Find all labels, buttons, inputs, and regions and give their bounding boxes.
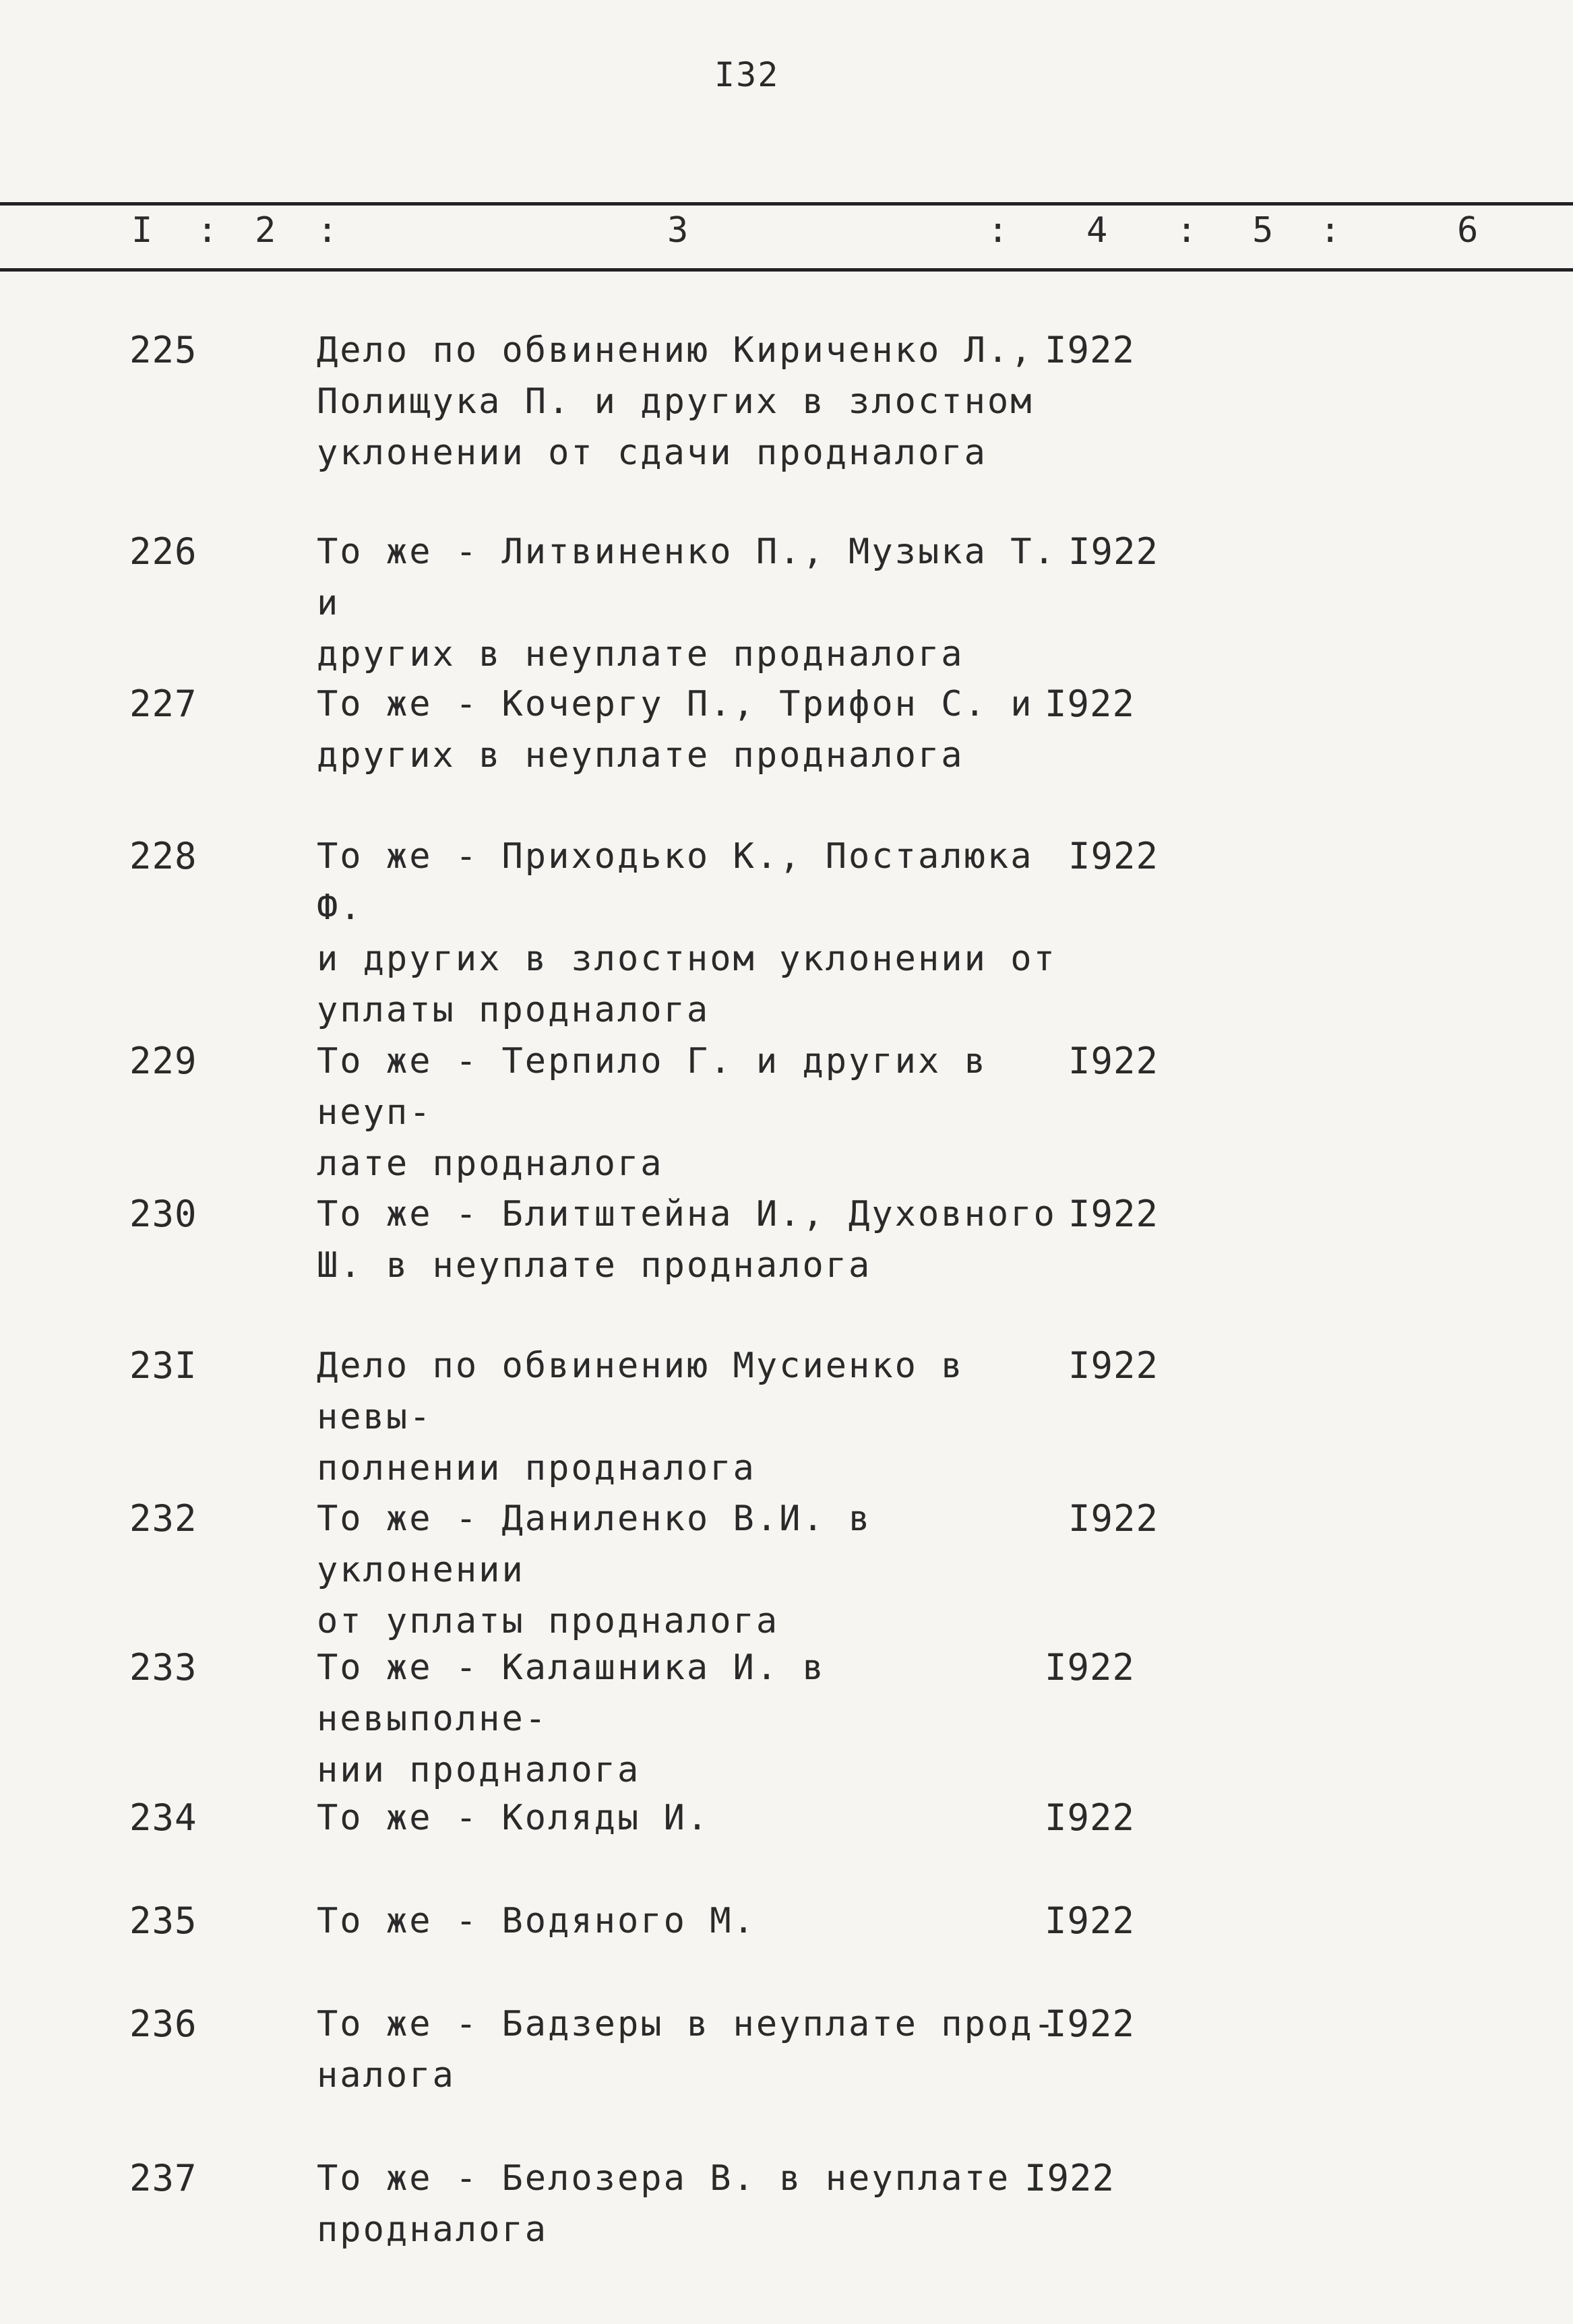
header-separator: :: [197, 210, 218, 251]
row-number: 233: [129, 1646, 197, 1689]
header-col-1: I: [131, 210, 153, 251]
row-year: I922: [1045, 683, 1136, 725]
row-number: 228: [129, 835, 197, 877]
row-description: То же - Даниленко В.И. в уклонении от уплаты продналога: [317, 1499, 872, 1641]
row-number: 225: [129, 329, 197, 371]
page-number: I32: [714, 55, 780, 94]
row-year: I922: [1068, 1344, 1159, 1387]
row-description: То же - Терпило Г. и других в неуп- лате продналога: [317, 1041, 987, 1184]
row-description: Дело по обвинению Мусиенко в невы- полнении продналога: [317, 1346, 964, 1488]
row-number: 230: [129, 1193, 197, 1235]
row-description: То же - Белозера В. в неуплате продналога: [317, 2158, 1011, 2250]
header-bottom-rule: [0, 268, 1573, 272]
row-number: 235: [129, 1899, 197, 1942]
row-year: I922: [1045, 2003, 1136, 2045]
row-year: I922: [1068, 1193, 1159, 1235]
row-description: То же - Калашника И. в невыполне- нии продналога: [317, 1647, 826, 1790]
row-year: I922: [1068, 1497, 1159, 1540]
header-top-rule: [0, 202, 1573, 206]
row-year: I922: [1068, 530, 1159, 573]
header-separator: :: [1320, 210, 1341, 251]
row-year: I922: [1045, 1899, 1136, 1942]
row-description: То же - Приходько К., Посталюка Ф. и других в злостном уклонении от уплаты продналога: [317, 836, 1057, 1030]
row-description: Дело по обвинению Кириченко Л., Полищука П. и других в злостном уклонении от сдачи продналога: [317, 330, 1034, 473]
row-year: I922: [1068, 1040, 1159, 1082]
row-description: То же - Бадзеры в неуплате прод- налога: [317, 2004, 1057, 2096]
header-col-2: 2: [255, 210, 276, 251]
header-col-3: 3: [667, 210, 689, 251]
row-number: 236: [129, 2003, 197, 2045]
row-description: То же - Кочергу П., Трифон С. и других в неуплате продналога: [317, 684, 1034, 776]
row-description: То же - Блитштейна И., Духовного Ш. в неуплате продналога: [317, 1194, 1057, 1286]
row-number: 234: [129, 1796, 197, 1839]
header-separator: :: [987, 210, 1009, 251]
row-number: 23I: [129, 1344, 197, 1387]
row-number: 227: [129, 683, 197, 725]
header-col-5: 5: [1252, 210, 1274, 251]
row-number: 237: [129, 2157, 197, 2199]
header-col-4: 4: [1086, 210, 1108, 251]
row-number: 226: [129, 530, 197, 573]
row-number: 229: [129, 1040, 197, 1082]
row-description: То же - Коляды И.: [317, 1798, 710, 1838]
header-separator: :: [1176, 210, 1198, 251]
header-separator: :: [317, 210, 338, 251]
header-col-6: 6: [1457, 210, 1479, 251]
row-year: I922: [1045, 1796, 1136, 1839]
row-year: I922: [1024, 2157, 1115, 2199]
row-number: 232: [129, 1497, 197, 1540]
row-year: I922: [1045, 1646, 1136, 1689]
row-description: То же - Литвиненко П., Музыка Т. и других в неуплате продналога: [317, 532, 1057, 674]
row-year: I922: [1045, 329, 1136, 371]
row-description: То же - Водяного М.: [317, 1901, 756, 1941]
row-year: I922: [1068, 835, 1159, 877]
